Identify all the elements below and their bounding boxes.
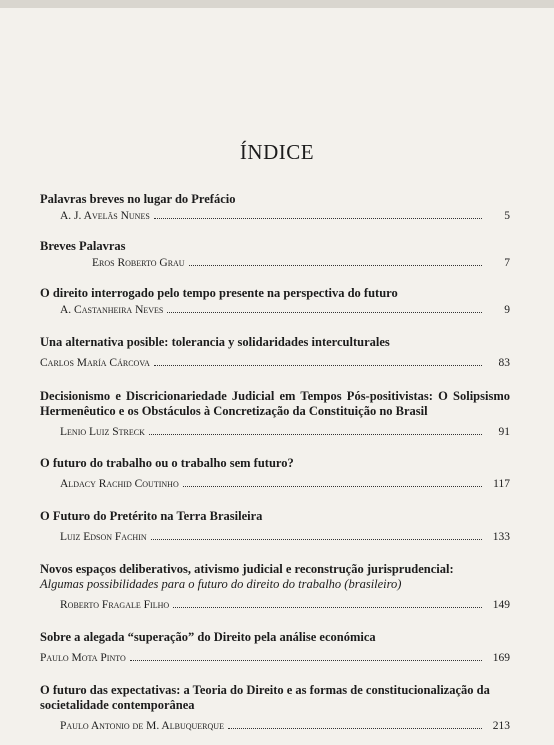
entry-author: Paulo Antonio de M. Albuquerque xyxy=(60,720,224,732)
dot-leader xyxy=(228,727,482,729)
entry-subtitle: Algumas possibilidades para o futuro do direito do trabalho (brasileiro) xyxy=(40,577,402,591)
entry-author-row xyxy=(40,477,510,492)
entry-author-row xyxy=(40,425,510,440)
dot-leader xyxy=(189,264,482,266)
entry-author-row xyxy=(40,719,510,734)
toc-entry xyxy=(40,456,510,492)
toc-entry xyxy=(40,239,510,271)
entry-author: Paulo Mota Pinto xyxy=(40,652,126,664)
entry-page-number: 9 xyxy=(504,304,510,316)
toc-entry xyxy=(40,509,510,545)
entry-title: O direito interrogado pelo tempo presente na perspectiva do futuro xyxy=(40,286,398,300)
entry-title: Novos espaços deliberativos, ativismo judicial e reconstrução jurisprudencial: xyxy=(40,562,454,576)
entry-author: Luiz Edson Fachin xyxy=(60,531,147,543)
table-of-contents xyxy=(40,192,510,734)
toc-entry xyxy=(40,192,510,224)
entry-author-row xyxy=(40,651,510,666)
entry-page-number: 133 xyxy=(492,531,510,543)
entry-author-row xyxy=(40,530,510,545)
entry-author: Lenio Luiz Streck xyxy=(60,426,145,438)
entry-author: A. J. Avelãs Nunes xyxy=(60,210,150,222)
entry-author: Roberto Fragale Filho xyxy=(60,599,170,611)
entry-page-number: 117 xyxy=(493,478,510,490)
toc-entry xyxy=(40,630,510,666)
entry-title: O Futuro do Pretérito na Terra Brasileira xyxy=(40,509,263,523)
dot-leader xyxy=(154,364,482,366)
toc-entry xyxy=(40,562,510,613)
dot-leader xyxy=(130,659,482,661)
dot-leader xyxy=(167,311,482,313)
dot-leader xyxy=(149,433,482,435)
toc-entry xyxy=(40,389,510,440)
entry-page-number: 83 xyxy=(498,357,510,369)
dot-leader xyxy=(154,217,482,219)
entry-title: O futuro do trabalho ou o trabalho sem futuro? xyxy=(40,456,294,470)
entry-title: O futuro das expectativas: a Teoria do Direito e as formas de constitucionalização da societalidade contemporânea xyxy=(40,683,490,712)
entry-author: Eros Roberto Grau xyxy=(92,257,185,269)
entry-title: Palavras breves no lugar do Prefácio xyxy=(40,192,236,206)
entry-page-number: 5 xyxy=(504,210,510,222)
toc-entry xyxy=(40,335,510,371)
entry-page-number: 149 xyxy=(492,599,510,611)
toc-entry xyxy=(40,286,510,318)
entry-author-row xyxy=(40,303,510,318)
entry-page-number: 213 xyxy=(492,720,510,732)
entry-author: A. Castanheira Neves xyxy=(60,304,164,316)
entry-page-number: 169 xyxy=(492,652,510,664)
entry-title: Breves Palavras xyxy=(40,239,126,253)
entry-author-row xyxy=(40,356,510,371)
entry-author-row xyxy=(40,598,510,613)
entry-title: Una alternativa posible: tolerancia y solidaridades interculturales xyxy=(40,335,390,349)
entry-page-number: 7 xyxy=(504,257,510,269)
entry-author: Carlos María Cárcova xyxy=(40,357,150,369)
dot-leader xyxy=(183,485,482,487)
page-top-edge xyxy=(0,0,554,8)
entry-page-number: 91 xyxy=(498,426,510,438)
dot-leader xyxy=(173,606,482,608)
entry-author-row xyxy=(40,256,510,271)
toc-entry xyxy=(40,683,510,734)
entry-title: Sobre a alegada “superação” do Direito pela análise económica xyxy=(40,630,376,644)
entry-author: Aldacy Rachid Coutinho xyxy=(60,478,179,490)
page-title: ÍNDICE xyxy=(239,140,315,165)
entry-title: Decisionismo e Discricionariedade Judicial em Tempos Pós-positivistas: O Solipsismo Hermenêutico e os Obstáculos à Concretização da Constituição no Brasil xyxy=(40,389,510,418)
dot-leader xyxy=(151,538,482,540)
entry-author-row xyxy=(40,209,510,224)
